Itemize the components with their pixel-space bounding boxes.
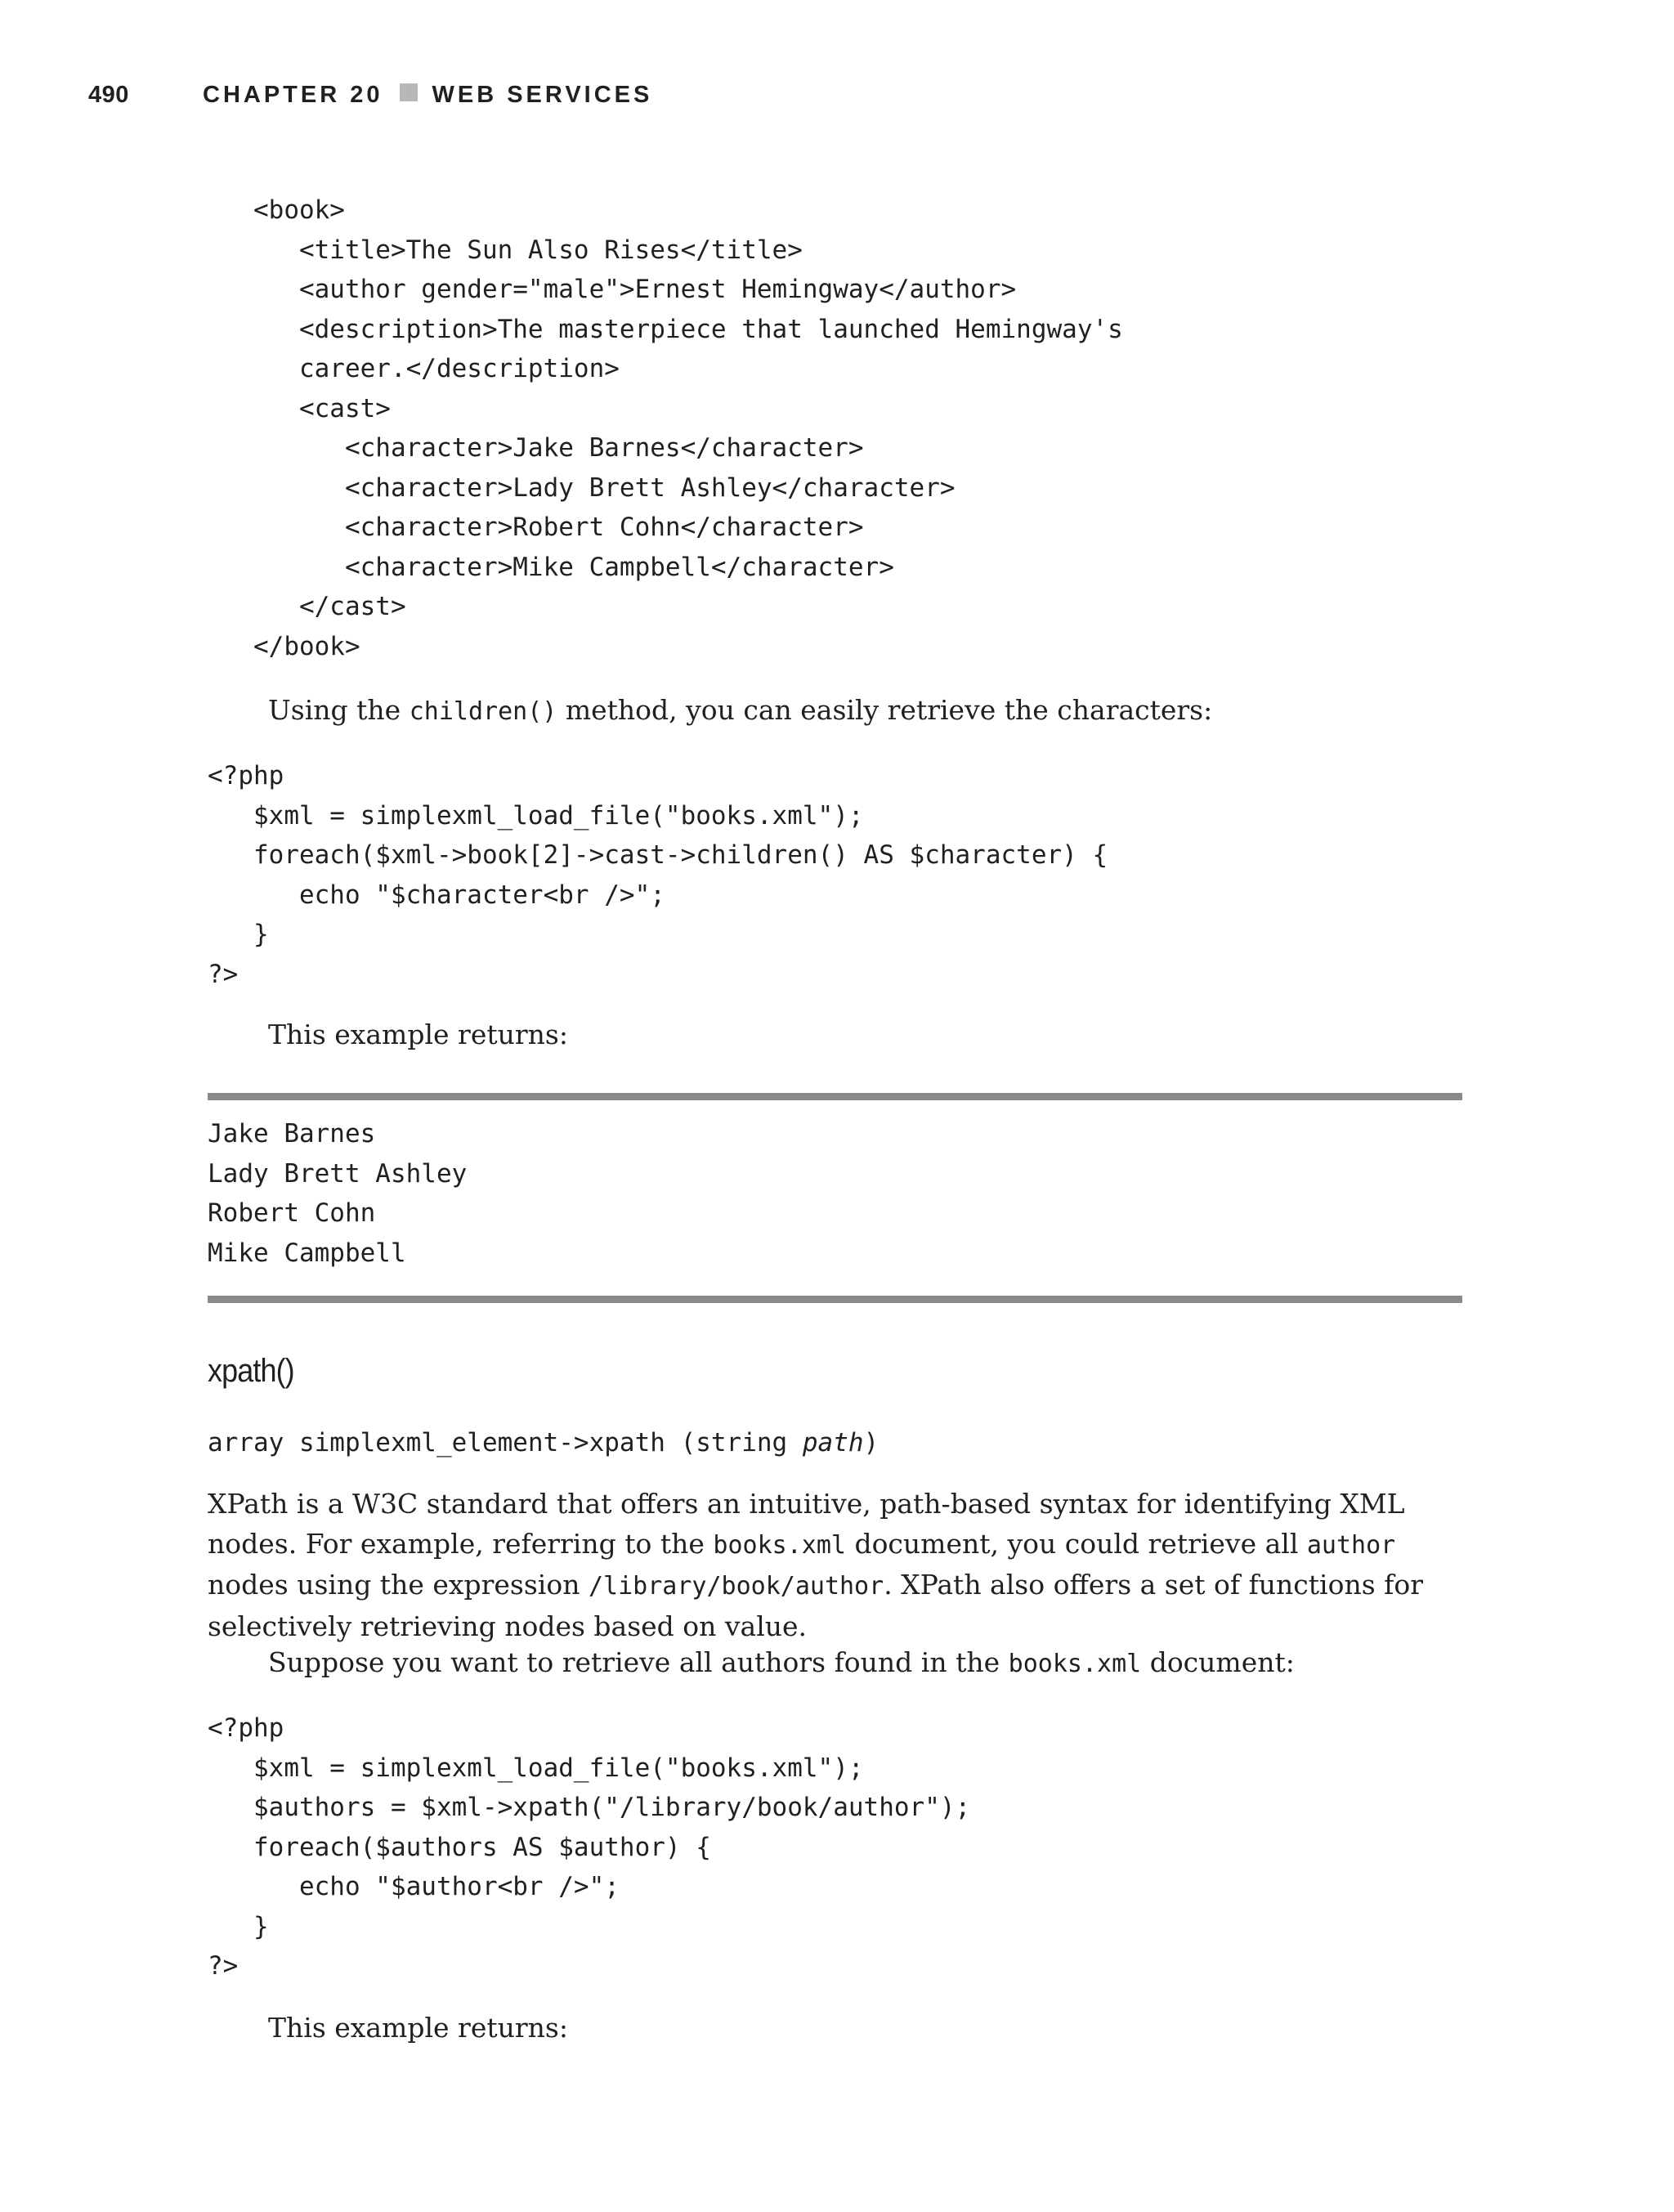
inline-code: /library/book/author xyxy=(588,1572,884,1601)
code-line: <character>Jake Barnes</character> xyxy=(208,433,864,463)
text-run: XPath is a W3C standard that offers an intuitive, path-based syntax for identifying XML nodes. For example, referring to the xyxy=(208,1488,1405,1560)
children-php-code xyxy=(208,756,1108,994)
code-line: } xyxy=(208,1911,269,1941)
code-line: $xml = simplexml_load_file("books.xml"); xyxy=(208,1753,864,1783)
code-line: echo "$author<br />"; xyxy=(208,1872,620,1901)
output-line: Robert Cohn xyxy=(208,1198,376,1228)
xpath-description-paragraph xyxy=(208,1484,1466,1646)
example-returns-label: This example returns: xyxy=(268,1019,568,1050)
xpath-example-returns-label: This example returns: xyxy=(268,2012,568,2044)
text-run: method, you can easily retrieve the characters: xyxy=(557,694,1213,726)
inline-code: children() xyxy=(409,697,557,726)
square-separator-icon xyxy=(400,83,418,101)
code-line: <character>Mike Campbell</character> xyxy=(208,552,894,582)
code-line: $authors = $xml->xpath("/library/book/author"); xyxy=(208,1793,971,1822)
code-line: foreach($xml->book[2]->cast->children() AS $character) { xyxy=(208,840,1108,870)
code-line: <cast> xyxy=(208,393,391,423)
code-line: <book> xyxy=(208,195,345,225)
children-intro-paragraph xyxy=(208,691,1466,732)
code-line: <character>Lady Brett Ashley</character> xyxy=(208,472,956,503)
text-run: document: xyxy=(1141,1646,1295,1678)
output-line: Jake Barnes xyxy=(208,1119,376,1149)
code-line: </book> xyxy=(208,631,360,661)
code-line: ?> xyxy=(208,959,239,989)
xpath-signature xyxy=(208,1423,879,1463)
inline-code: books.xml xyxy=(1008,1650,1142,1678)
text-run: Using the xyxy=(268,694,410,726)
output-top-rule xyxy=(208,1093,1462,1100)
inline-code: author xyxy=(1306,1530,1396,1560)
signature-param: path xyxy=(802,1428,864,1458)
chapter-label: CHAPTER 20 xyxy=(203,82,383,108)
running-head xyxy=(203,82,652,109)
xpath-php-code xyxy=(208,1708,970,1986)
text-run: . XPath also offers a set of functions for selectively retrieving nodes based on value. xyxy=(208,1569,1423,1642)
xpath-suppose-paragraph xyxy=(208,1643,1466,1685)
code-line: </cast> xyxy=(208,592,406,621)
text-run: document, you could retrieve all xyxy=(845,1527,1307,1560)
example-output xyxy=(208,1114,467,1273)
output-line: Lady Brett Ashley xyxy=(208,1158,468,1189)
text-run: nodes using the expression xyxy=(208,1569,589,1601)
section-heading-xpath: xpath() xyxy=(208,1353,294,1389)
code-line: <?php xyxy=(208,1713,284,1743)
code-line: foreach($authors AS $author) { xyxy=(208,1832,711,1862)
text-run: Suppose you want to retrieve all authors found in the xyxy=(268,1646,1009,1678)
code-line: <?php xyxy=(208,761,284,790)
xml-book-snippet xyxy=(208,190,1123,666)
output-line: Mike Campbell xyxy=(208,1238,406,1268)
code-line: career.</description> xyxy=(208,354,620,383)
code-line: ?> xyxy=(208,1951,239,1981)
code-line: <title>The Sun Also Rises</title> xyxy=(208,235,803,265)
inline-code: books.xml xyxy=(713,1530,846,1560)
page-header xyxy=(88,82,1592,114)
code-line: <description>The masterpiece that launched Hemingway's xyxy=(208,314,1123,344)
output-bottom-rule xyxy=(208,1296,1462,1303)
code-line: <character>Robert Cohn</character> xyxy=(208,513,864,542)
code-line: } xyxy=(208,920,269,949)
code-line: <author gender="male">Ernest Hemingway</author> xyxy=(208,275,1017,304)
signature-text: array simplexml_element->xpath (string xyxy=(208,1428,803,1458)
page-number: 490 xyxy=(88,82,129,108)
code-line: $xml = simplexml_load_file("books.xml"); xyxy=(208,800,864,831)
section-label: WEB SERVICES xyxy=(432,82,653,108)
signature-text: ) xyxy=(863,1428,880,1458)
code-line: echo "$character<br />"; xyxy=(208,880,665,910)
